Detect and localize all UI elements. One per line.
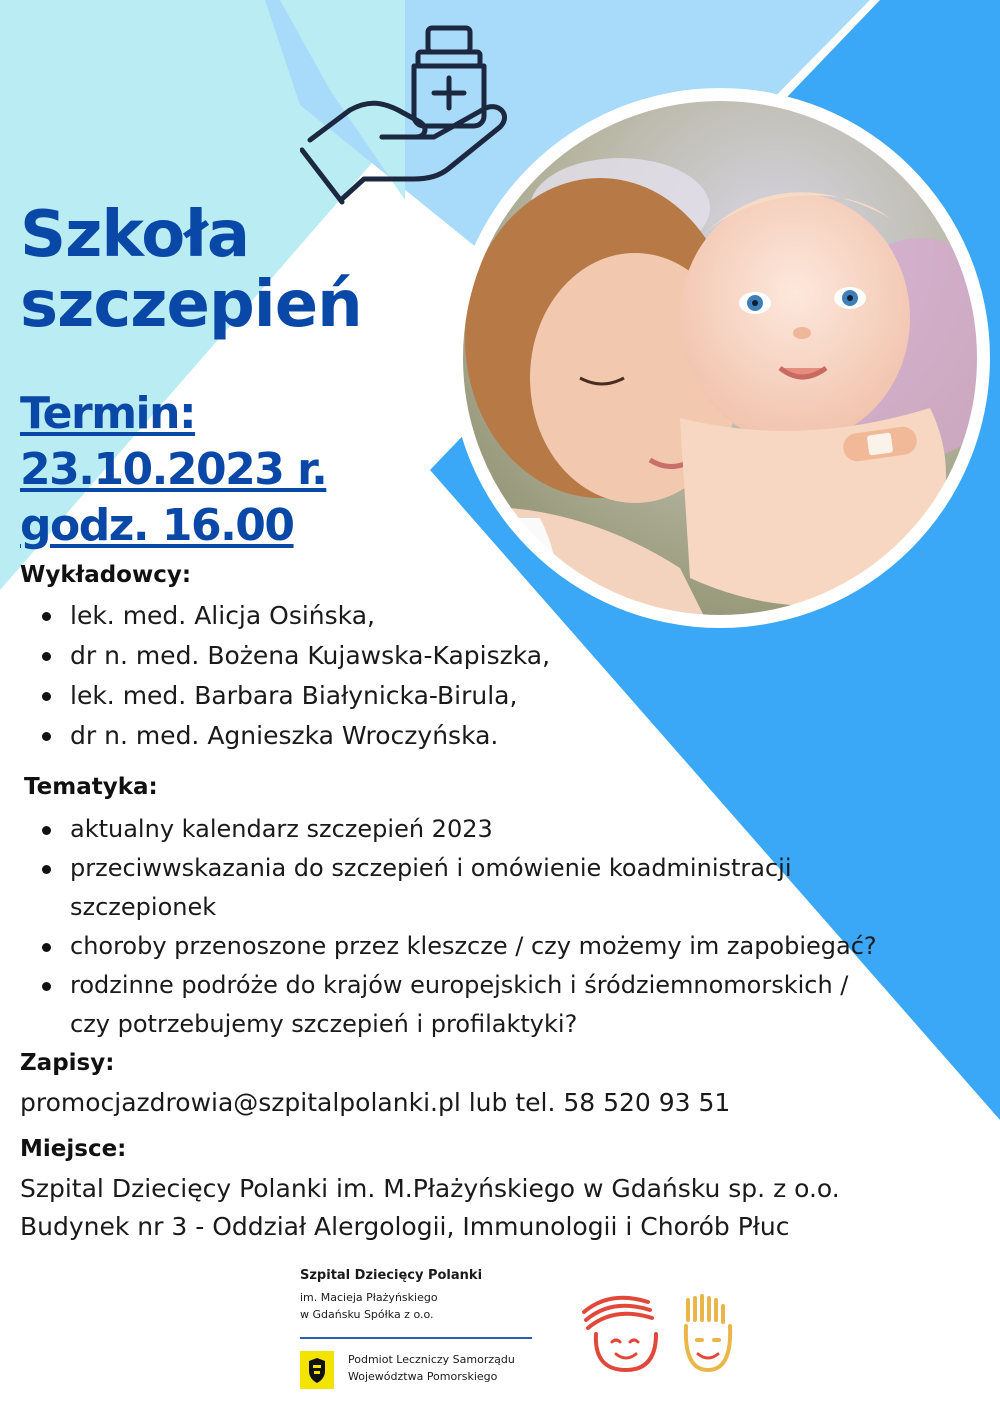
- topic-line: czy potrzebujemy szczepień i profilaktyki?: [70, 1010, 578, 1038]
- place-line2: Budynek nr 3 - Oddział Alergologii, Immunologii i Chorób Płuc: [20, 1212, 790, 1241]
- title-line2: szczepień: [20, 268, 362, 342]
- mother-baby-photo: [450, 88, 990, 628]
- topics-list: [20, 810, 994, 1044]
- event-date-block: [20, 386, 326, 554]
- list-item: [20, 849, 994, 927]
- entity-row: [300, 1351, 540, 1389]
- lecturers-list: [20, 596, 720, 756]
- hospital-sub2: w Gdańsku Spółka z o.o.: [300, 1308, 434, 1321]
- lecturers-heading: Wykładowcy:: [20, 562, 192, 588]
- hospital-name: Szpital Dziecięcy Polanki: [300, 1268, 483, 1283]
- list-item: dr n. med. Agnieszka Wroczyńska.: [20, 716, 720, 756]
- registration-heading: Zapisy:: [20, 1050, 115, 1076]
- list-item: lek. med. Alicja Osińska,: [20, 596, 720, 636]
- list-item: [20, 927, 994, 966]
- registration-contact: promocjazdrowia@szpitalpolanki.pl lub tel. 58 520 93 51: [20, 1088, 731, 1117]
- topic-line: aktualny kalendarz szczepień 2023: [70, 815, 493, 843]
- topics-section: [24, 774, 994, 1044]
- list-item: [20, 966, 994, 1044]
- registration-section: [20, 1050, 980, 1122]
- kids-faces-logo: [578, 1290, 738, 1380]
- page-title: [20, 200, 362, 340]
- termin-label: Termin:: [20, 388, 196, 439]
- crest-icon: [300, 1351, 334, 1389]
- entity-line2: Województwa Pomorskiego: [348, 1370, 498, 1383]
- entity-text: [348, 1351, 515, 1385]
- place-heading: Miejsce:: [20, 1136, 127, 1162]
- termin-date: 23.10.2023 r.: [20, 444, 327, 495]
- logo-divider: [300, 1337, 532, 1339]
- topic-line: przeciwwskazania do szczepień i omówienie koadministracji: [70, 854, 792, 882]
- list-item: lek. med. Barbara Białynicka-Birula,: [20, 676, 720, 716]
- lecturers-section: [20, 562, 720, 756]
- topic-line: szczepionek: [70, 893, 217, 921]
- topic-line: choroby przenoszone przez kleszcze / czy możemy im zapobiegać?: [70, 932, 877, 960]
- place-section: [20, 1136, 990, 1246]
- title-line1: Szkoła: [20, 198, 250, 272]
- entity-line1: Podmiot Leczniczy Samorządu: [348, 1353, 515, 1366]
- topic-line: rodzinne podróże do krajów europejskich i śródziemnomorskich /: [70, 971, 849, 999]
- list-item: [20, 810, 994, 849]
- hospital-sub1: im. Macieja Płażyńskiego: [300, 1291, 438, 1304]
- list-item: dr n. med. Bożena Kujawska-Kapiszka,: [20, 636, 720, 676]
- termin-time: godz. 16.00: [20, 500, 294, 551]
- hospital-logo: [300, 1268, 540, 1389]
- place-line1: Szpital Dziecięcy Polanki im. M.Płażyńskiego w Gdańsku sp. z o.o.: [20, 1174, 840, 1203]
- topics-heading: Tematyka:: [24, 774, 158, 800]
